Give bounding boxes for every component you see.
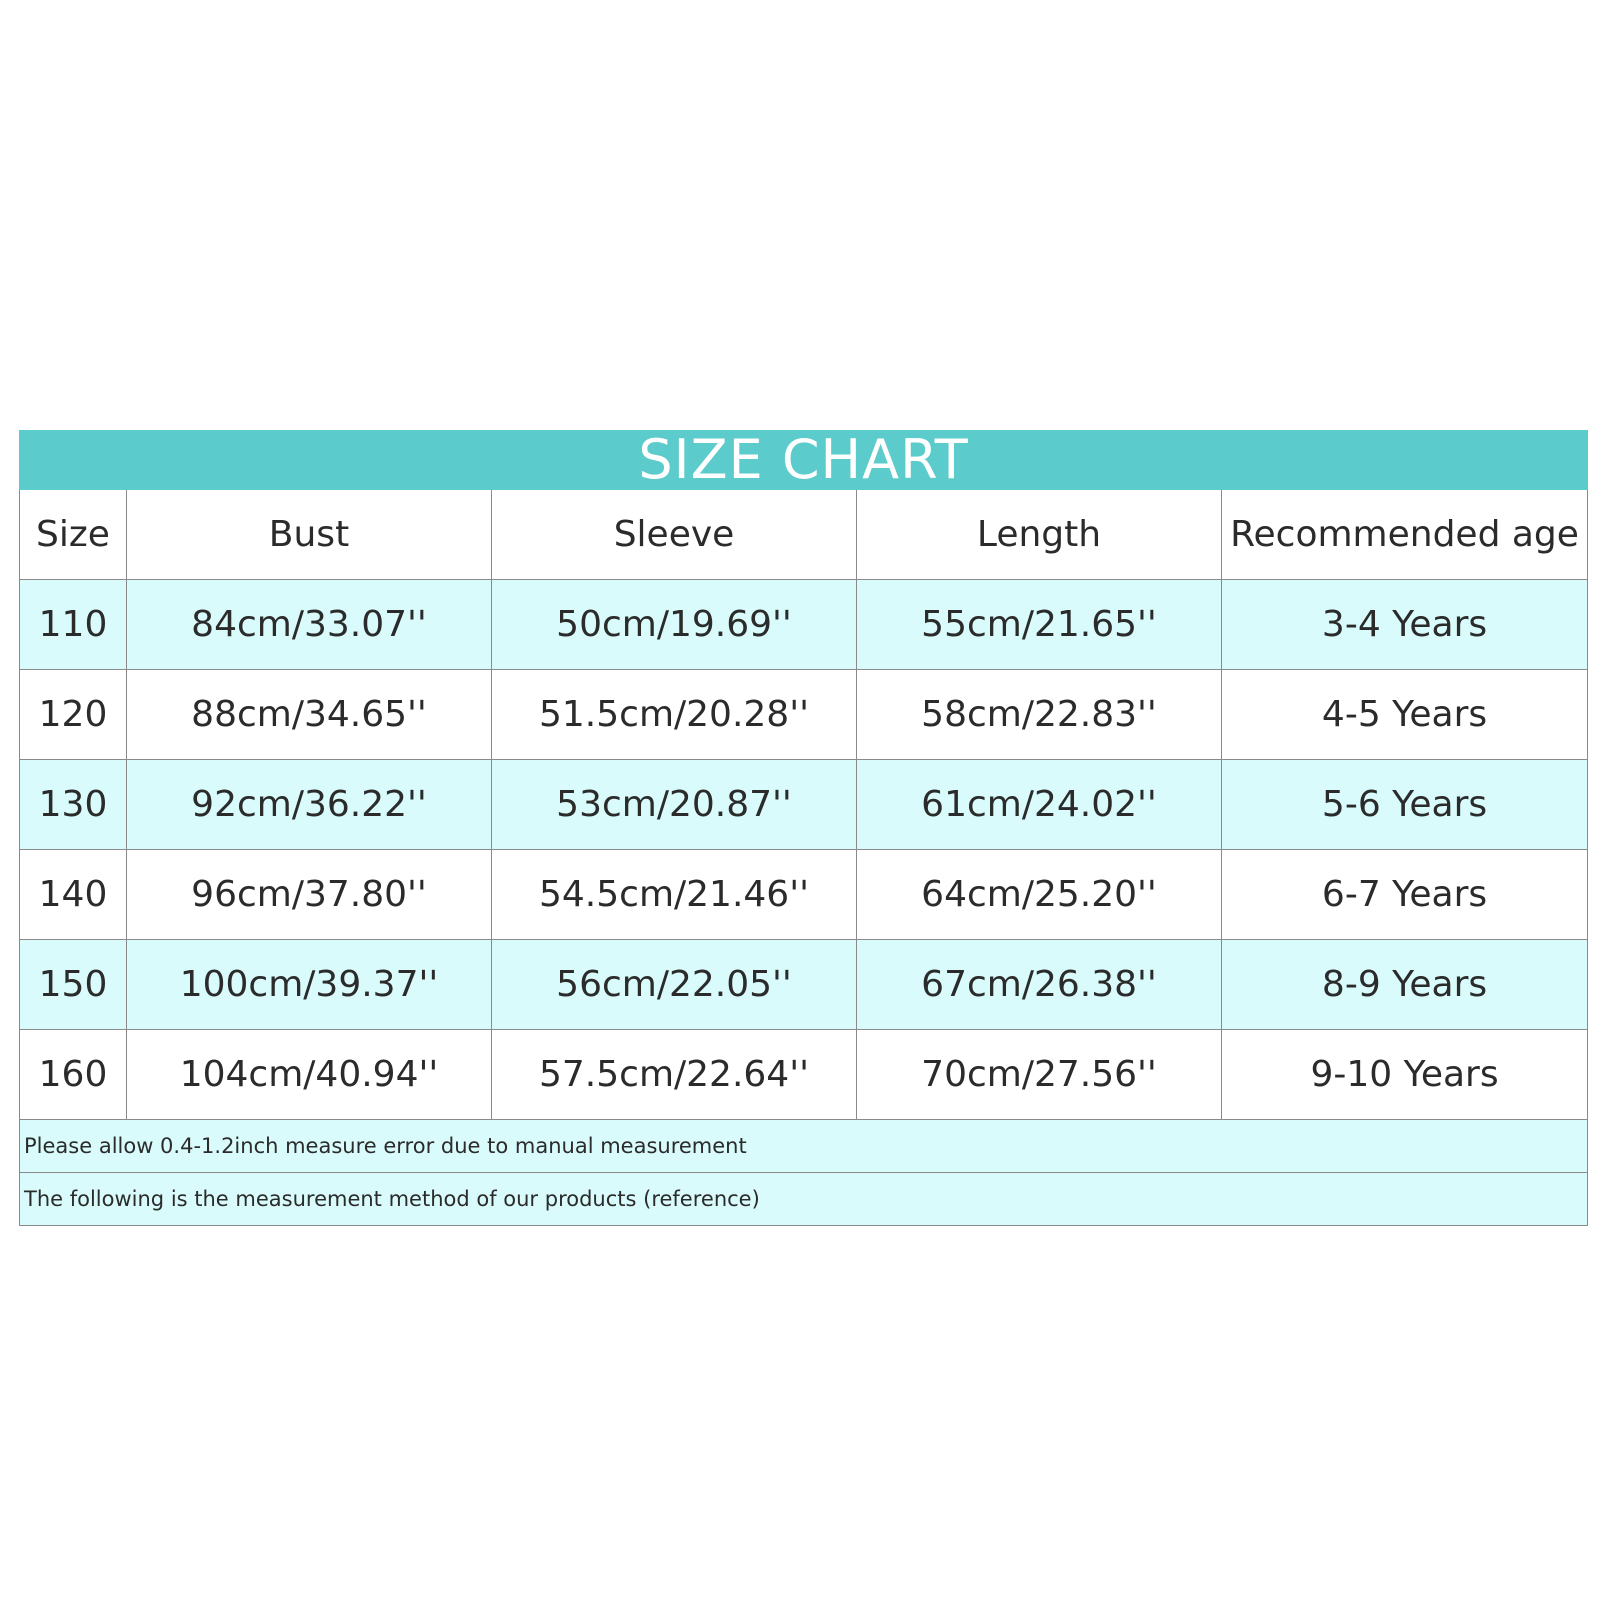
table-row [20,760,1588,850]
cell-length: 70cm/27.56'' [857,1030,1222,1120]
cell-size: 130 [20,760,127,850]
cell-recommended-age: 3-4 Years [1222,580,1588,670]
cell-sleeve: 51.5cm/20.28'' [492,670,857,760]
cell-recommended-age: 6-7 Years [1222,850,1588,940]
cell-length: 64cm/25.20'' [857,850,1222,940]
measurement-error-note: Please allow 0.4-1.2inch measure error due to manual measurement [20,1120,1588,1173]
cell-sleeve: 50cm/19.69'' [492,580,857,670]
table-row [20,940,1588,1030]
table-row [20,580,1588,670]
cell-recommended-age: 4-5 Years [1222,670,1588,760]
cell-size: 150 [20,940,127,1030]
cell-bust: 84cm/33.07'' [127,580,492,670]
cell-size: 110 [20,580,127,670]
chart-title: SIZE CHART [20,431,1588,490]
column-header-length: Length [857,490,1222,580]
cell-length: 61cm/24.02'' [857,760,1222,850]
cell-sleeve: 57.5cm/22.64'' [492,1030,857,1120]
column-header-sleeve: Sleeve [492,490,857,580]
cell-size: 120 [20,670,127,760]
cell-recommended-age: 5-6 Years [1222,760,1588,850]
table-row [20,850,1588,940]
table-row [20,670,1588,760]
cell-length: 67cm/26.38'' [857,940,1222,1030]
cell-bust: 104cm/40.94'' [127,1030,492,1120]
column-header-size: Size [20,490,127,580]
cell-size: 160 [20,1030,127,1120]
cell-sleeve: 56cm/22.05'' [492,940,857,1030]
header-row [20,490,1588,580]
cell-length: 55cm/21.65'' [857,580,1222,670]
cell-length: 58cm/22.83'' [857,670,1222,760]
cell-size: 140 [20,850,127,940]
cell-bust: 96cm/37.80'' [127,850,492,940]
measurement-method-note: The following is the measurement method of our products (reference) [20,1173,1588,1226]
size-chart-table [19,430,1588,1226]
note-row [20,1173,1588,1226]
cell-bust: 92cm/36.22'' [127,760,492,850]
table-row [20,1030,1588,1120]
note-row [20,1120,1588,1173]
cell-bust: 100cm/39.37'' [127,940,492,1030]
cell-sleeve: 53cm/20.87'' [492,760,857,850]
column-header-bust: Bust [127,490,492,580]
cell-recommended-age: 9-10 Years [1222,1030,1588,1120]
column-header-recommended-age: Recommended age [1222,490,1588,580]
cell-sleeve: 54.5cm/21.46'' [492,850,857,940]
cell-bust: 88cm/34.65'' [127,670,492,760]
cell-recommended-age: 8-9 Years [1222,940,1588,1030]
